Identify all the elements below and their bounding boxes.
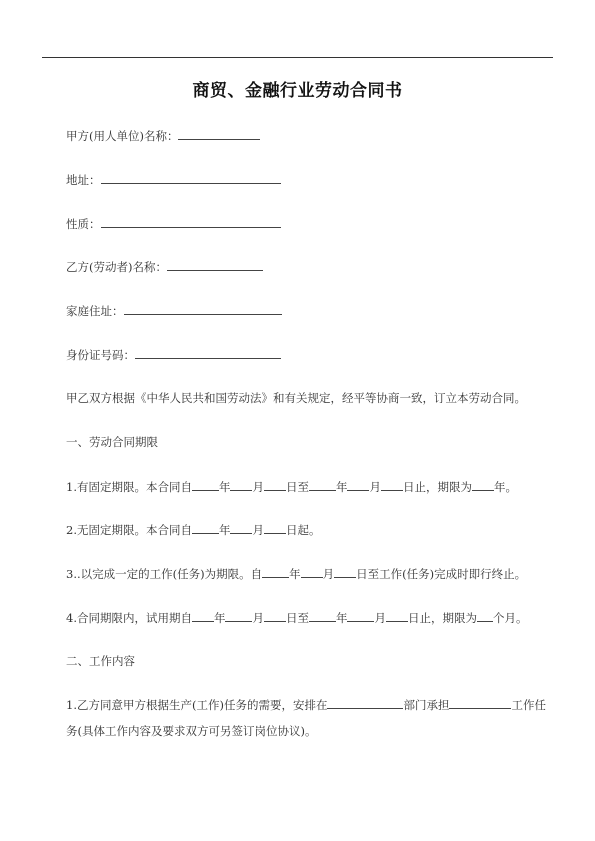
term-open-month-blank[interactable] (230, 521, 252, 534)
party-b-home-address-line (66, 302, 282, 319)
month-label: 月 (369, 480, 381, 494)
party-a-name-line (66, 127, 260, 144)
probation-end-day-blank[interactable] (386, 609, 408, 622)
years-suffix: 年。 (493, 480, 517, 494)
department-blank[interactable] (327, 696, 403, 709)
term-fixed-start-month-blank[interactable] (230, 478, 252, 491)
year-label: 年 (218, 480, 231, 494)
term-fixed-end-month-blank[interactable] (347, 478, 369, 491)
term-open-text: 2.无固定期限。本合同自 (66, 523, 192, 537)
party-a-address-line (66, 171, 281, 188)
party-a-name-label: 甲方(用人单位)名称： (66, 129, 179, 143)
probation-text: 4.合同期限内，试用期自 (66, 611, 192, 625)
probation-start-year-blank[interactable] (192, 609, 214, 622)
party-a-nature-blank[interactable] (101, 215, 281, 228)
day-from-label: 日起。 (285, 523, 321, 537)
party-a-nature-label: 性质： (66, 217, 101, 231)
year-label: 年 (218, 523, 231, 537)
day-to-label: 日至 (285, 611, 309, 625)
job-task-blank[interactable] (449, 696, 511, 709)
task-end-text: 日至工作(任务)完成时即行终止。 (356, 567, 527, 581)
year-label: 年 (335, 480, 348, 494)
party-b-name-line (66, 258, 263, 275)
work-content-paragraph (66, 692, 552, 744)
party-b-home-address-blank[interactable] (124, 302, 282, 315)
party-b-name-blank[interactable] (167, 258, 263, 271)
term-task-line (66, 565, 526, 582)
term-open-day-blank[interactable] (264, 521, 286, 534)
preamble: 甲乙双方根据《中华人民共和国劳动法》和有关规定，经平等协商一致，订立本劳动合同。 (66, 391, 526, 405)
department-label: 部门承担 (403, 698, 450, 712)
month-label: 月 (252, 611, 264, 625)
party-b-id-label: 身份证号码： (66, 348, 135, 362)
day-end-label: 日止，期限为 (402, 480, 472, 494)
term-task-day-blank[interactable] (334, 565, 356, 578)
month-label: 月 (252, 480, 264, 494)
party-a-nature-line (66, 215, 281, 232)
term-fixed-line (66, 478, 517, 495)
party-b-id-blank[interactable] (135, 346, 281, 359)
months-suffix: 个月。 (492, 611, 528, 625)
party-a-address-label: 地址： (66, 173, 101, 187)
term-fixed-start-year-blank[interactable] (192, 478, 219, 491)
year-label: 年 (289, 567, 301, 581)
term-open-line (66, 521, 320, 538)
month-label: 月 (374, 611, 386, 625)
section-1-heading: 一、劳动合同期限 (66, 435, 158, 449)
day-to-label: 日至 (285, 480, 309, 494)
probation-end-month-blank[interactable] (347, 609, 374, 622)
probation-start-month-blank[interactable] (225, 609, 252, 622)
term-task-text: 3..以完成一定的工作(任务)为期限。自 (66, 567, 263, 581)
party-b-id-line (66, 346, 281, 363)
term-task-year-blank[interactable] (262, 565, 289, 578)
probation-start-day-blank[interactable] (264, 609, 286, 622)
term-fixed-start-day-blank[interactable] (264, 478, 286, 491)
page-title: 商贸、金融行业劳动合同书 (192, 81, 403, 101)
year-label: 年 (213, 611, 226, 625)
term-fixed-end-day-blank[interactable] (381, 478, 403, 491)
probation-months-blank[interactable] (477, 609, 493, 622)
top-divider (42, 57, 553, 58)
work-content-text: 1.乙方同意甲方根据生产(工作)任务的需要，安排在 (66, 698, 328, 712)
work-content-tail: 工作任务(具体工作内容及要求双方可另签订岗位协议)。 (66, 698, 546, 738)
party-b-home-address-label: 家庭住址： (66, 304, 124, 318)
term-open-year-blank[interactable] (192, 521, 219, 534)
probation-end-year-blank[interactable] (309, 609, 336, 622)
party-a-name-blank[interactable] (178, 127, 260, 140)
day-end-label: 日止，期限为 (407, 611, 477, 625)
month-label: 月 (252, 523, 264, 537)
term-fixed-text: 1.有固定期限。本合同自 (66, 480, 192, 494)
term-task-month-blank[interactable] (301, 565, 323, 578)
month-label: 月 (322, 567, 335, 581)
year-label: 年 (335, 611, 348, 625)
party-a-address-blank[interactable] (101, 171, 281, 184)
term-fixed-years-blank[interactable] (472, 478, 494, 491)
probation-line (66, 609, 527, 626)
party-b-name-label: 乙方(劳动者)名称： (66, 260, 167, 274)
term-fixed-end-year-blank[interactable] (309, 478, 336, 491)
section-2-heading: 二、工作内容 (66, 654, 135, 668)
